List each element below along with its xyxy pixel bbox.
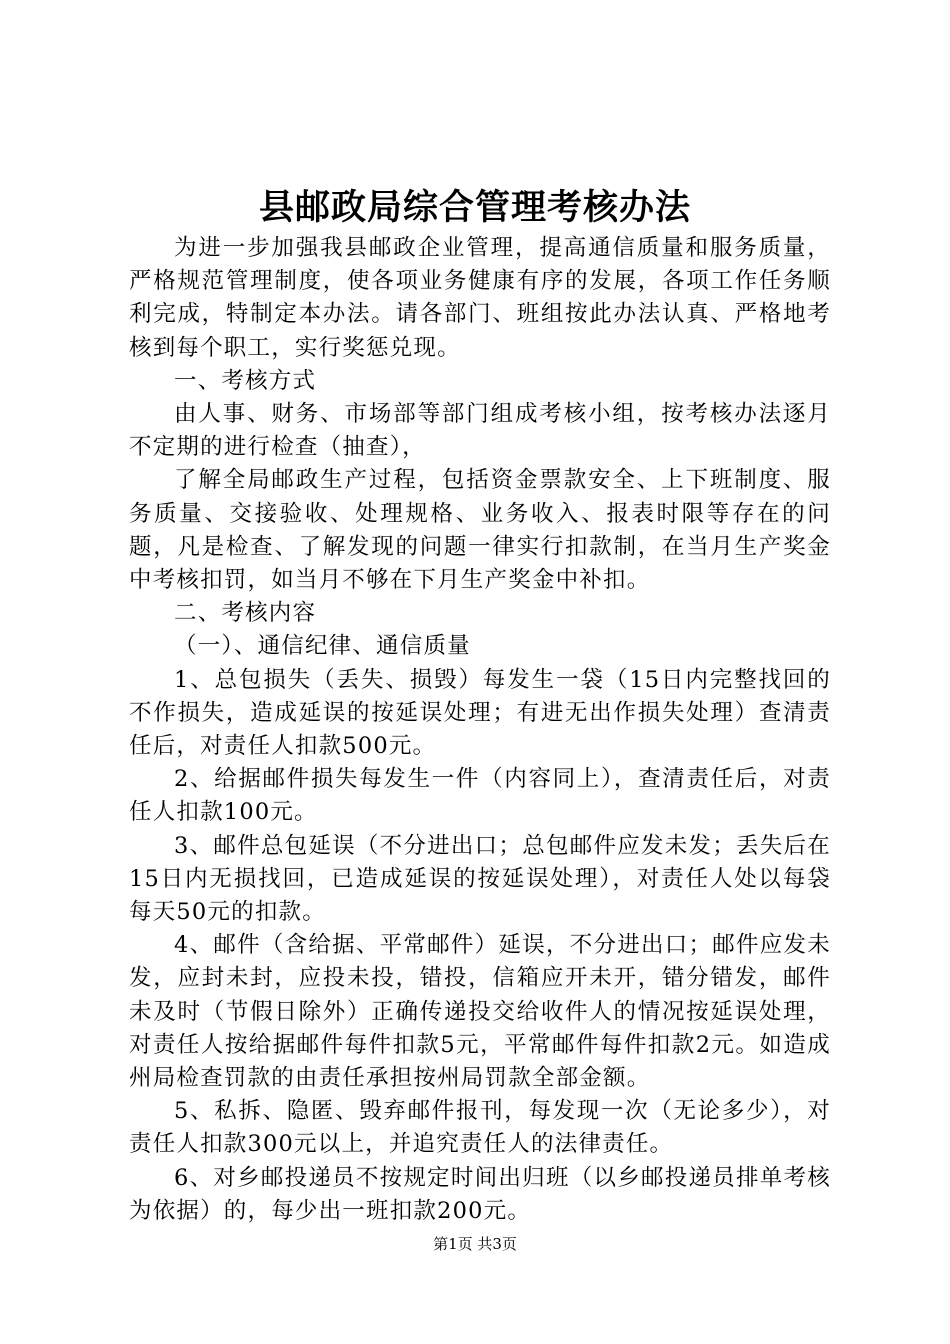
document-title: 县邮政局综合管理考核办法 [258, 187, 691, 228]
subsection-heading: （一）、通信纪律、通信质量 [174, 633, 471, 660]
rule-item-6: 6、对乡邮投递员不按规定时间出归班（以乡邮投递员排单考核为依据）的，每少出一班扣款200元。 [129, 1164, 831, 1224]
rule-item-5: 5、私拆、隐匿、毁弃邮件报刊，每发现一次（无论多少），对责任人扣款300元以上，并追究责任人的法律责任。 [129, 1098, 831, 1158]
paragraph-intro: 为进一步加强我县邮政企业管理，提高通信质量和服务质量，严格规范管理制度，使各项业务健康有序的发展，各项工作任务顺利完成，特制定本办法。请各部门、班组按此办法认真、严格地考核到每个职工，实行奖惩兑现。 [129, 235, 831, 361]
page-footer: 第1页 共3页 [433, 1235, 517, 1253]
rule-item-2: 2、给据邮件损失每发生一件（内容同上），查清责任后，对责任人扣款100元。 [129, 766, 831, 826]
paragraph-method-1: 由人事、财务、市场部等部门组成考核小组，按考核办法逐月不定期的进行检查（抽查）， [129, 401, 831, 461]
paragraph-method-2: 了解全局邮政生产过程，包括资金票款安全、上下班制度、服务质量、交接验收、处理规格、业务收入、报表时限等存在的问题，凡是检查、了解发现的问题一律实行扣款制，在当月生产奖金中考核扣罚，如当月不够在下月生产奖金中补扣。 [129, 467, 831, 594]
rule-item-1: 1、总包损失（丢失、损毁）每发生一袋（15日内完整找回的不作损失，造成延误的按延误处理；有进无出作损失处理）查清责任后，对责任人扣款500元。 [129, 666, 831, 760]
document-body [129, 232, 831, 1228]
rule-item-3: 3、邮件总包延误（不分进出口；总包邮件应发未发；丢失后在15日内无损找回，已造成延误的按延误处理），对责任人处以每袋每天50元的扣款。 [129, 832, 831, 926]
section-heading-method: 一、考核方式 [174, 367, 317, 394]
section-heading-content: 二、考核内容 [174, 600, 317, 627]
rule-item-4: 4、邮件（含给据、平常邮件）延误，不分进出口；邮件应发未发，应封未封，应投未投，错投，信箱应开未开，错分错发，邮件未及时（节假日除外）正确传递投交给收件人的情况按延误处理，对责任人按给据邮件每件扣款5元，平常邮件每件扣款2元。如造成州局检查罚款的由责任承担按州局罚款全部金额。 [129, 932, 831, 1092]
